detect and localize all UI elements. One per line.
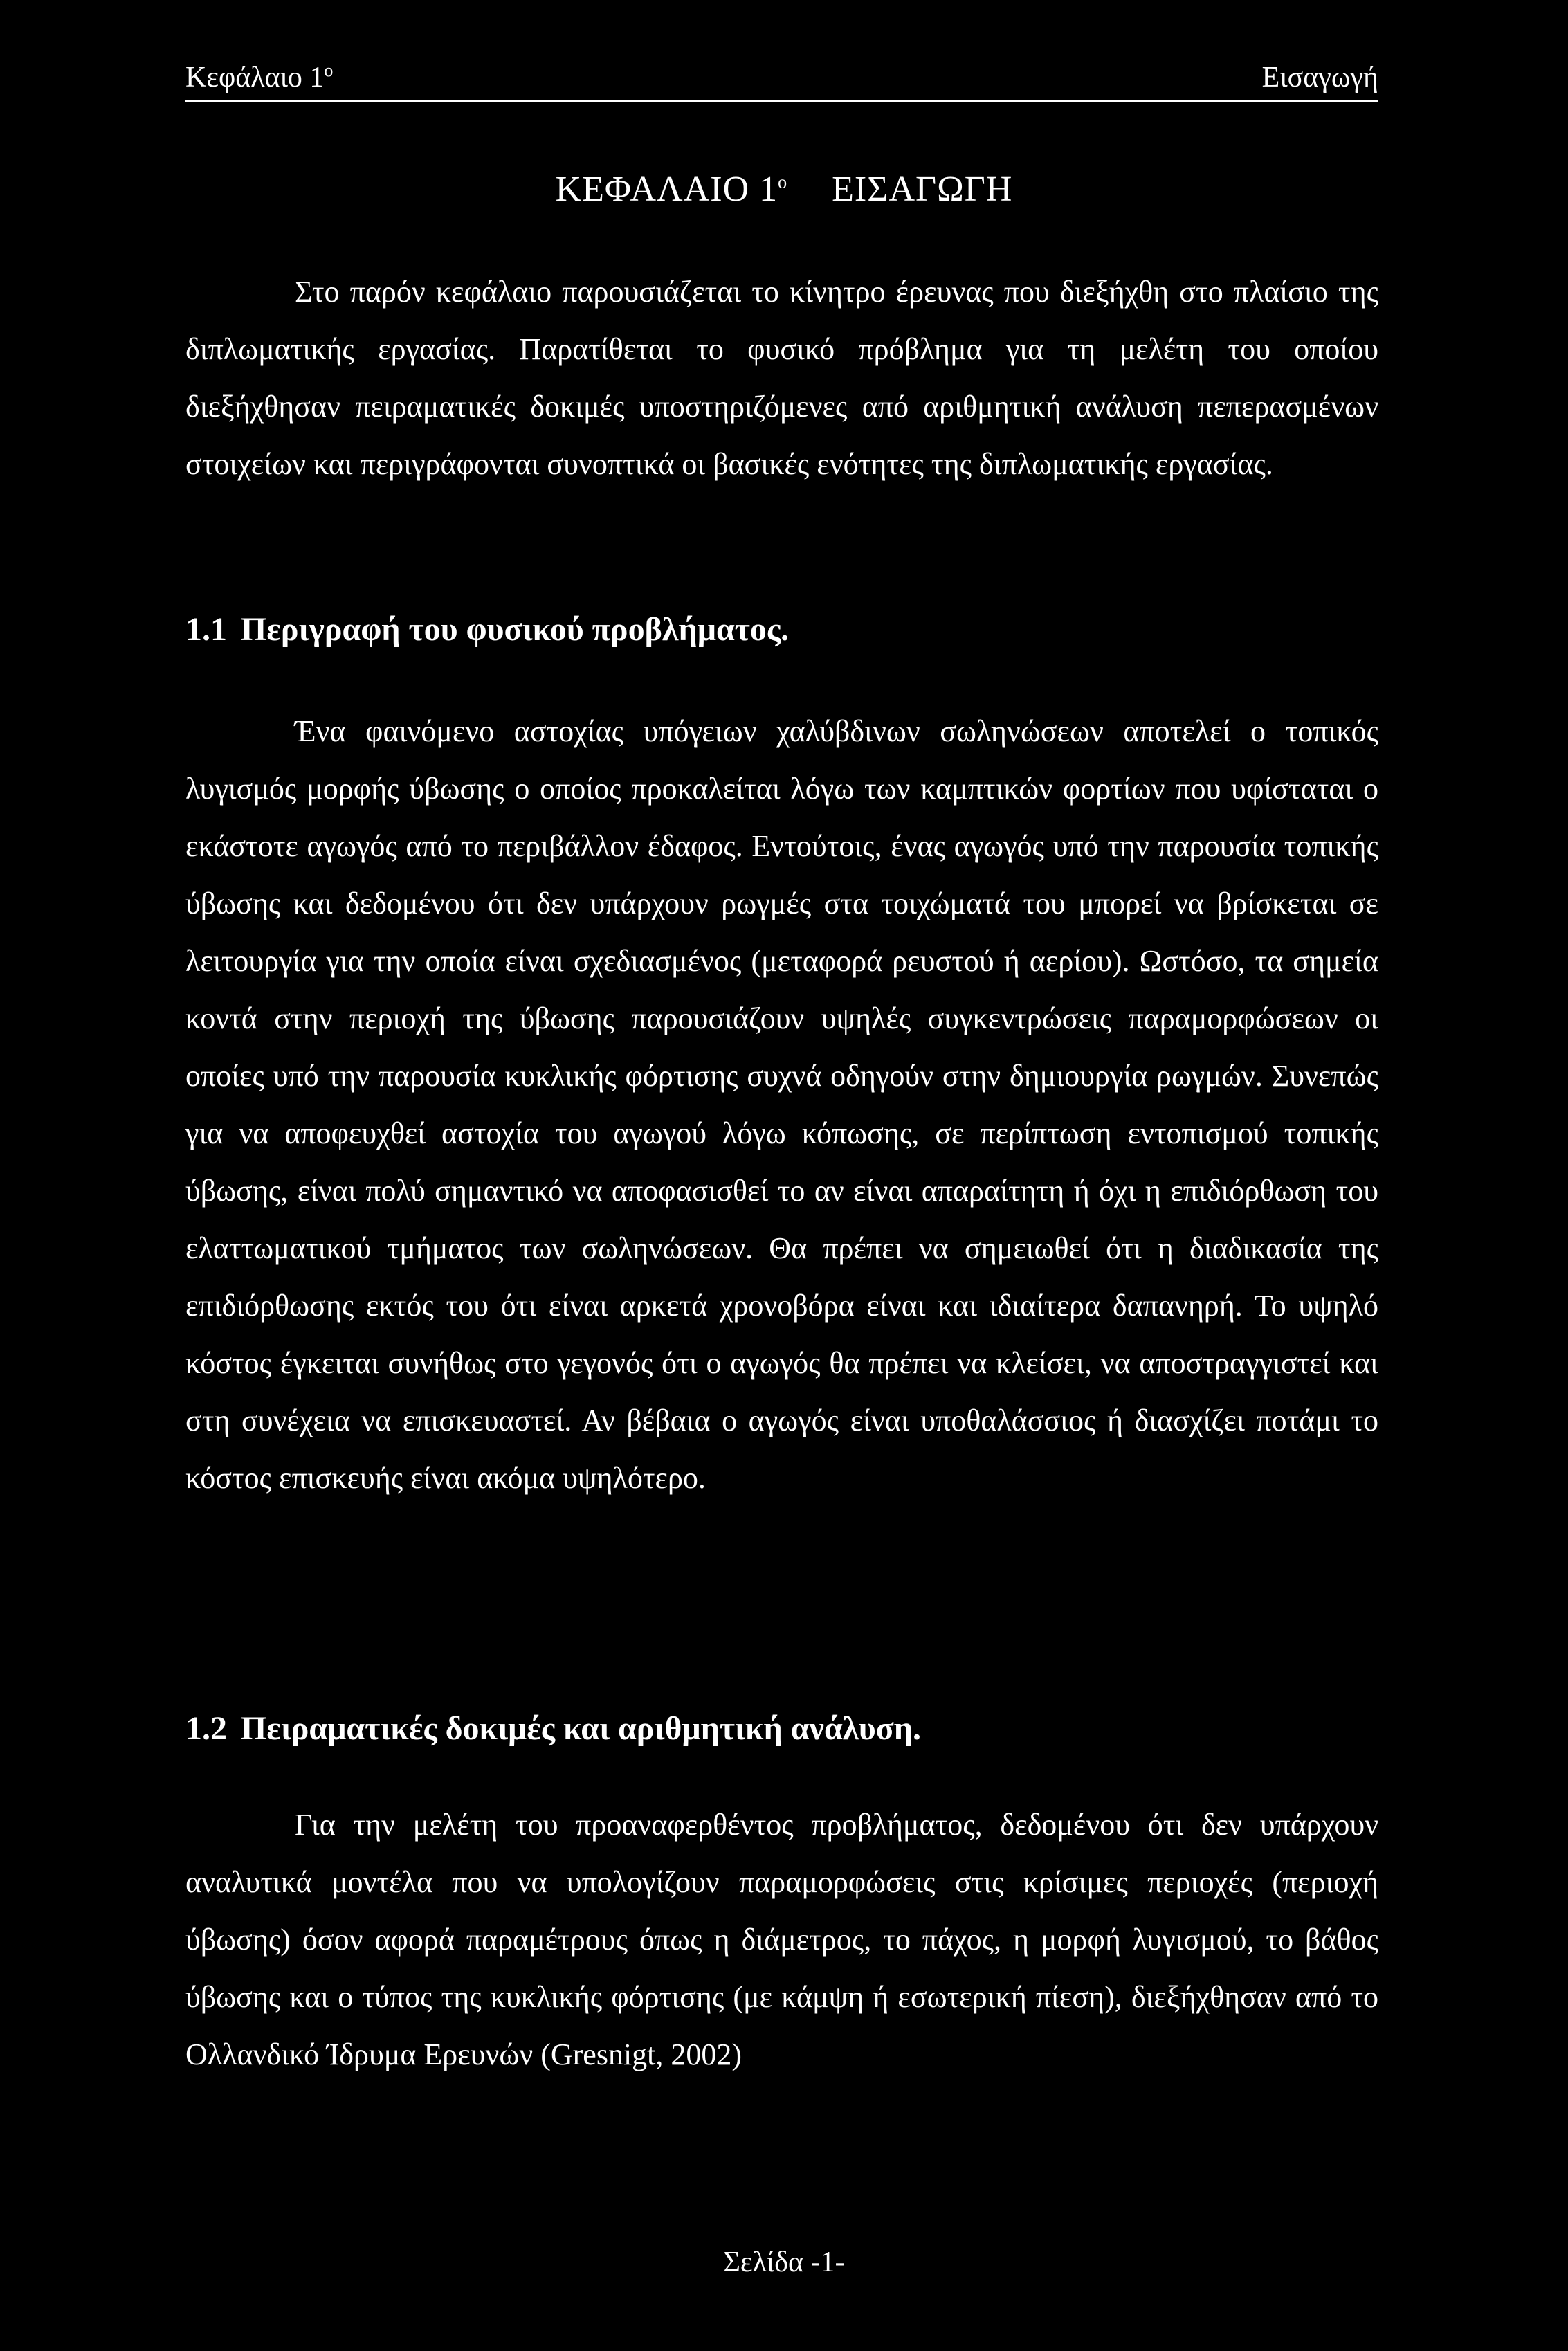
section-1-2-paragraph: Για την μελέτη του προαναφερθέντος προβλήματος, δεδομένου ότι δεν υπάρχουν αναλυτικά μοντέλα που να υπολογίζουν παραμορφώσεις στις κρίσιμες περιοχές (περιοχή ύβωσης) όσον αφορά παραμέτρους όπως η διάμετρος, το πάχος, η μορφή λυγισμού, το βάθος ύβωσης και ο τύπος της κυκλικής φόρτισης (με κάμψη ή εσωτερική πίεση), διεξήχθησαν από το Ολλανδικό Ίδρυμα Ερευνών (Gresnigt, 2002): [185, 1808, 1378, 2071]
header-section-label: Εισαγωγή: [1261, 62, 1378, 93]
section-1-2-heading: [185, 1709, 921, 1748]
chapter-name: ΕΙΣΑΓΩΓΗ: [832, 170, 1013, 209]
section-1-1-paragraph: Ένα φαινόμενο αστοχίας υπόγειων χαλύβδινων σωληνώσεων αποτελεί ο τοπικός λυγισμός μορφής ύβωσης ο οποίος προκαλείται λόγω των καμπτικών φορτίων που υφίσταται ο εκάστοτε αγωγός από το περιβάλλον έδαφος. Εντούτοις, ένας αγωγός υπό την παρουσία τοπικής ύβωσης και δεδομένου ότι δεν υπάρχουν ρωγμές στα τοιχώματά του μπορεί να βρίσκεται σε λειτουργία για την οποία είναι σχεδιασμένος (μεταφορά ρευστού ή αερίου). Ωστόσο, τα σημεία κοντά στην περιοχή της ύβωσης παρουσιάζουν υψηλές συγκεντρώσεις παραμορφώσεων οι οποίες υπό την παρουσία κυκλικής φόρτισης συχνά οδηγούν στην δημιουργία ρωγμών. Συνεπώς για να αποφευχθεί αστοχία του αγωγού λόγω κόπωσης, σε περίπτωση εντοπισμού τοπικής ύβωσης, είναι πολύ σημαντικό να αποφασισθεί το αν είναι απαραίτητη ή όχι η επιδιόρθωση του ελαττωματικού τμήματος των σωληνώσεων. Θα πρέπει να σημειωθεί ότι η διαδικασία της επιδιόρθωσης εκτός του ότι είναι αρκετά χρονοβόρα είναι και ιδιαίτερα δαπανηρή. Το υψηλό κόστος έγκειται συνήθως στο γεγονός ότι ο αγωγός θα πρέπει να κλείσει, να αποστραγγιστεί και στη συνέχεια να επισκευαστεί. Αν βέβαια ο αγωγός είναι υποθαλάσσιος ή διασχίζει ποτάμι το κόστος επισκευής είναι ακόμα υψηλότερο.: [185, 714, 1378, 1495]
page-header: [185, 61, 1378, 102]
section-title: Πειραματικές δοκιμές και αριθμητική ανάλυση.: [241, 1710, 921, 1747]
section-number: 1.1: [185, 611, 227, 648]
header-chapter-label: Κεφάλαιο $1^o$: [185, 60, 334, 93]
chapter-number: ΚΕΦΑΛΑΙΟ $1^o$: [555, 170, 788, 209]
section-1-1-heading: [185, 610, 789, 648]
section-title: Περιγραφή του φυσικού προβλήματος.: [241, 611, 790, 648]
chapter-title: [0, 169, 1568, 210]
page-number: Σελίδα -1-: [723, 2246, 845, 2278]
section-number: 1.2: [185, 1710, 227, 1747]
intro-paragraph: Στο παρόν κεφάλαιο παρουσιάζεται το κίνητρο έρευνας που διεξήχθη στο πλαίσιο της διπλωματικής εργασίας. Παρατίθεται το φυσικό πρόβλημα για τη μελέτη του οποίου διεξήχθησαν πειραματικές δοκιμές υποστηριζόμενες από αριθμητική ανάλυση πεπερασμένων στοιχείων και περιγράφονται συνοπτικά οι βασικές ενότητες της διπλωματικής εργασίας.: [185, 275, 1378, 481]
